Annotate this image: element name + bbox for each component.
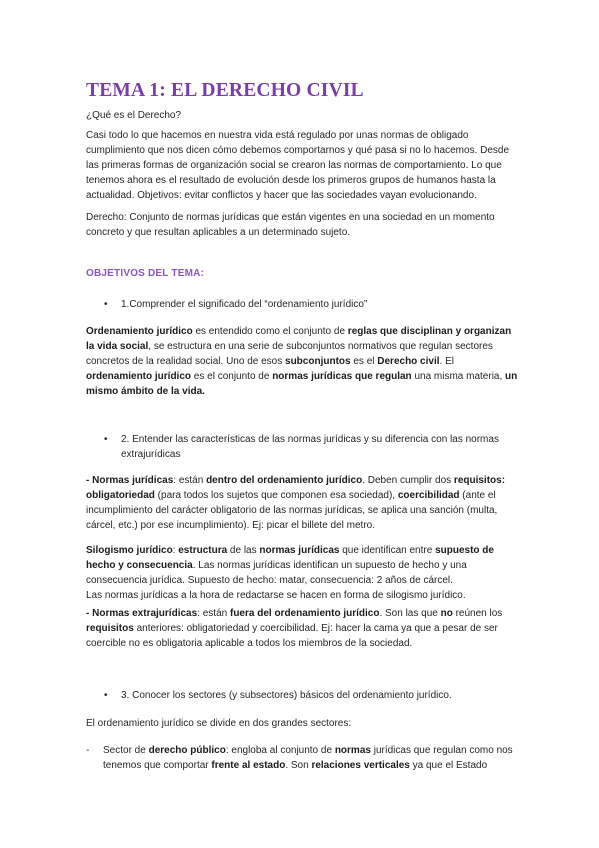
division-paragraph: El ordenamiento jurídico se divide en dos grandes sectores: bbox=[86, 718, 352, 729]
bullet-icon: • bbox=[104, 299, 108, 310]
sector-publico-item bbox=[86, 743, 518, 773]
sector-publico-text: Sector de derecho público: engloba al conjunto de normas jurídicas que regulan como nos tenemos que comportar frente al estado. Son relaciones verticales ya que el Estado bbox=[103, 745, 513, 771]
objective-1-text: 1.Comprender el significado del “ordenamiento jurídico” bbox=[121, 299, 368, 310]
definition-paragraph: Derecho: Conjunto de normas jurídicas que están vigentes en una sociedad en un momento concreto y que resultan aplicables a un determinado sujeto. bbox=[86, 212, 495, 238]
objective-3 bbox=[104, 688, 518, 703]
intro-paragraph: Casi todo lo que hacemos en nuestra vida está regulado por unas normas de obligado cumplimiento que nos dicen cómo debemos comportarnos y qué pasa si no lo hacemos. Desde las primeras formas de organización social se crearon las normas de comportamiento. Lo que tenemos ahora es el resultado de evolución desde los primeros grupos de humanos hasta la actualidad. Objetivos: evitar conflictos y hacer que las sociedades vayan evolucionando. bbox=[86, 130, 510, 201]
objective-2 bbox=[104, 432, 518, 462]
bullet-icon: • bbox=[104, 690, 108, 701]
dash-icon: - bbox=[86, 745, 90, 756]
question-line: ¿Qué es el Derecho? bbox=[86, 110, 182, 121]
bullet-icon: • bbox=[104, 434, 108, 445]
objective-3-text: 3. Conocer los sectores (y subsectores) básicos del ordenamiento jurídico. bbox=[121, 690, 452, 701]
objective-1 bbox=[104, 297, 518, 312]
objectives-heading: OBJETIVOS DEL TEMA: bbox=[86, 268, 205, 279]
ordenamiento-term: Ordenamiento jurídico bbox=[86, 326, 193, 337]
normas-juridicas-paragraph: - Normas jurídicas: están dentro del ordenamiento jurídico. Deben cumplir dos requisitos: obligatoriedad (para todos los sujetos que componen esa sociedad), coercibilidad (ante el incumplimiento del carácter obligatorio de las normas jurídicas, se aplica una sanción (multa, cárcel, etc.) por ese incumplimiento). Ej: picar el billete del metro. bbox=[86, 475, 506, 531]
silogismo-paragraph: Silogismo jurídico: estructura de las normas jurídicas que identifican entre supuesto de hecho y consecuencia. Las normas jurídicas identifican un supuesto de hecho y una consecuencia jurídica. Supuesto de hecho: matar, consecuencia: 2 años de cárcel. Las normas jurídicas a la hora de redactarse se hacen en forma de silogismo jurídico. bbox=[86, 545, 494, 601]
ordenamiento-paragraph: Ordenamiento jurídico es entendido como el conjunto de reglas que disciplinan y organizan la vida social, se estructura en una serie de subconjuntos normativos que regulan sectores concretos de la realidad social. Uno de esos subconjuntos es el Derecho civil. El ordenamiento jurídico es el conjunto de normas jurídicas que regulan una misma materia, un mismo ámbito de la vida. bbox=[86, 326, 518, 397]
page-title: TEMA 1: EL DERECHO CIVIL bbox=[86, 80, 364, 101]
normas-extrajuridicas-paragraph: - Normas extrajurídicas: están fuera del ordenamiento jurídico. Son las que no reúnen los requisitos anteriores: obligatoriedad y coercibilidad. Ej: hacer la cama ya que a pesar de ser coercible no es obligatoria aplicable a todos los miembros de la sociedad. bbox=[86, 608, 503, 649]
objective-2-text: 2. Entender las características de las normas jurídicas y su diferencia con las normas extrajurídicas bbox=[121, 434, 499, 460]
